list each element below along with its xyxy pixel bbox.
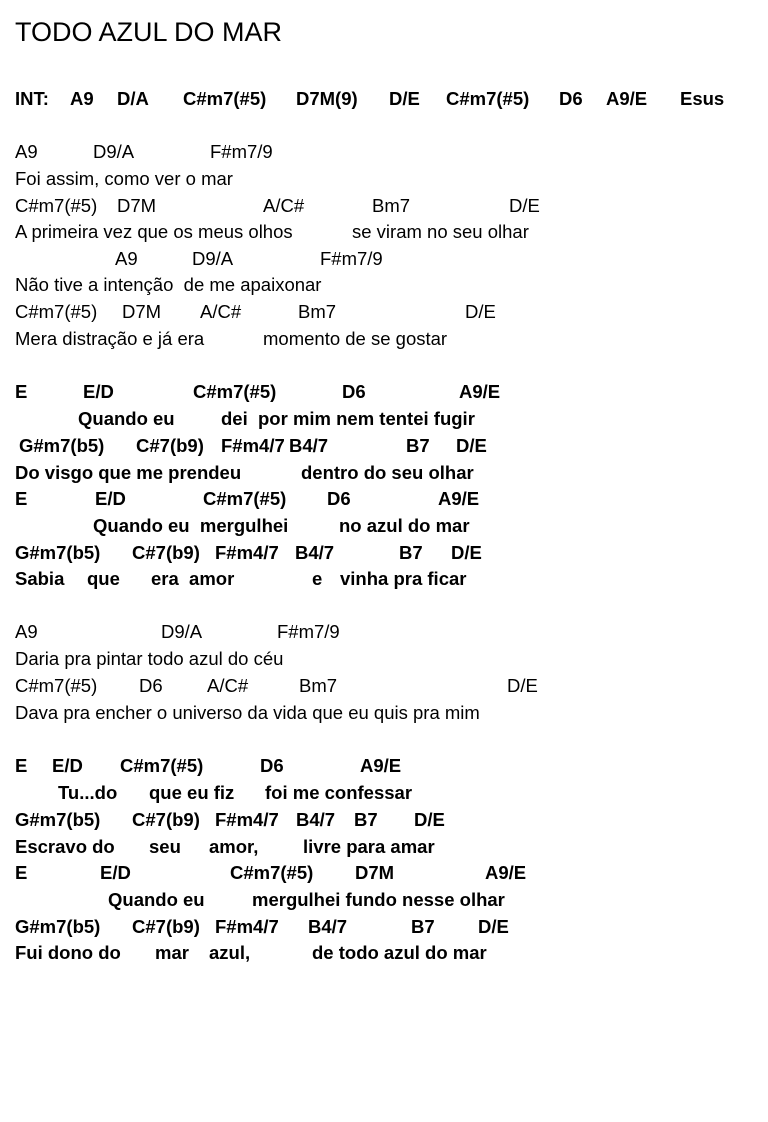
chord: D7M <box>117 195 157 216</box>
lyric-text: no azul do mar <box>339 515 470 536</box>
chord: E/D <box>52 755 83 776</box>
chord: D/E <box>465 301 496 322</box>
chord: B4/7 <box>289 435 329 456</box>
chord: D/E <box>478 916 509 937</box>
chord: D6 <box>139 675 163 696</box>
lyric-text: mergulhei fundo nesse olhar <box>252 889 505 910</box>
lyric-text: vinha pra ficar <box>340 568 467 589</box>
lyric-line <box>15 566 467 592</box>
chord: D/E <box>507 675 538 696</box>
lyric-text: Sabia <box>15 568 65 589</box>
chord: E <box>15 862 28 883</box>
chord: C#m7(#5) <box>15 675 98 696</box>
lyric-text: dentro do seu olhar <box>301 462 474 483</box>
lyric-text: foi me confessar <box>265 782 413 803</box>
chord: C#7(b9) <box>132 809 200 830</box>
chord: G#m7(b5) <box>19 435 105 456</box>
lyric-line <box>15 940 487 966</box>
chord: B4/7 <box>295 542 335 563</box>
chord: E <box>15 488 28 509</box>
lyric-line <box>15 780 413 806</box>
lyric-text: Não tive a intenção de me apaixonar <box>15 274 322 295</box>
chord-line <box>15 753 402 779</box>
chord: Bm7 <box>299 675 338 696</box>
lyric-line <box>15 219 529 245</box>
lyric-line <box>15 834 435 860</box>
chord: D/A <box>117 88 149 109</box>
lyric-line <box>15 646 284 672</box>
chord-sheet <box>15 0 760 1024</box>
lyric-line <box>15 700 480 726</box>
chord: D6 <box>260 755 284 776</box>
lyric-text: A primeira vez que os meus olhos <box>15 221 293 242</box>
chord: D6 <box>342 381 366 402</box>
chord: A9 <box>115 248 138 269</box>
chord-line <box>15 860 527 886</box>
lyric-text: dei por mim nem tentei fugir <box>221 408 475 429</box>
chord: A9/E <box>438 488 480 509</box>
chord: A9 <box>70 88 94 109</box>
chord: F#m4/7 <box>215 809 279 830</box>
chord-line <box>15 139 273 165</box>
chord: D6 <box>327 488 351 509</box>
chord: D6 <box>559 88 583 109</box>
chord: D/E <box>509 195 540 216</box>
chord: Bm7 <box>372 195 411 216</box>
chord: C#7(b9) <box>132 542 200 563</box>
chord: D/E <box>389 88 420 109</box>
chord: E <box>15 755 28 776</box>
lyric-text: Tu...do <box>58 782 118 803</box>
chord-line <box>15 486 480 512</box>
chord: A9/E <box>459 381 501 402</box>
chord: C#7(b9) <box>132 916 200 937</box>
chord: G#m7(b5) <box>15 809 101 830</box>
lyric-text: e <box>312 568 323 589</box>
chord: E/D <box>95 488 126 509</box>
lyric-line <box>15 513 470 539</box>
chord: E/D <box>83 381 114 402</box>
song-title: TODO AZUL DO MAR <box>15 17 283 47</box>
lyric-line <box>15 887 505 913</box>
chord: Esus <box>680 88 725 109</box>
chord: B7 <box>411 916 435 937</box>
chord: G#m7(b5) <box>15 916 101 937</box>
lyric-line <box>15 272 322 298</box>
lyric-text: Quando eu mergulhei <box>93 515 289 536</box>
chord: C#m7(#5) <box>446 88 530 109</box>
chord: F#m7/9 <box>320 248 383 269</box>
chord-line <box>15 246 383 272</box>
chord: C#7(b9) <box>136 435 204 456</box>
lyric-line <box>15 166 233 192</box>
lyric-text: que <box>87 568 120 589</box>
chord-line <box>15 433 487 459</box>
chord: A/C# <box>207 675 249 696</box>
lyric-text: livre para amar <box>303 836 435 857</box>
lyric-text: Quando eu <box>78 408 175 429</box>
chord: C#m7(#5) <box>120 755 204 776</box>
chord: D/E <box>456 435 487 456</box>
lyric-line <box>15 406 475 432</box>
chord: A9 <box>15 621 38 642</box>
chord: F#m4/7 <box>215 916 279 937</box>
chord-line <box>15 379 501 405</box>
chord: A9/E <box>606 88 648 109</box>
chord-line <box>15 299 496 325</box>
lyric-line <box>15 326 448 352</box>
chord: B7 <box>406 435 430 456</box>
lyric-text: Mera distração e já era <box>15 328 205 349</box>
chord: G#m7(b5) <box>15 542 101 563</box>
lyric-text: Quando eu <box>108 889 205 910</box>
chord: F#m7/9 <box>277 621 340 642</box>
lyric-line <box>15 460 474 486</box>
chord-line <box>15 619 340 645</box>
lyric-text: era amor <box>151 568 235 589</box>
lyric-text: Daria pra pintar todo azul do céu <box>15 648 284 669</box>
lyric-text: Dava pra encher o universo da vida que eu quis pra mim <box>15 702 480 723</box>
chord-line <box>15 914 509 940</box>
chord: F#m7/9 <box>210 141 273 162</box>
chord: D7M(9) <box>296 88 358 109</box>
lyric-text: de todo azul do mar <box>312 942 487 963</box>
chord-line <box>15 807 445 833</box>
chord: D7M <box>355 862 395 883</box>
chord: B7 <box>354 809 378 830</box>
chord: A9 <box>15 141 38 162</box>
chord: F#m4/7 <box>221 435 285 456</box>
chord: D9/A <box>161 621 203 642</box>
chord: B4/7 <box>308 916 348 937</box>
chord: C#m7(#5) <box>15 301 98 322</box>
lyric-text: mar <box>155 942 189 963</box>
chord: Bm7 <box>298 301 337 322</box>
chord: C#m7(#5) <box>230 862 314 883</box>
chord: D9/A <box>93 141 135 162</box>
lyric-text: Escravo do <box>15 836 115 857</box>
chord: C#m7(#5) <box>203 488 287 509</box>
lyric-text: Foi assim, como ver o mar <box>15 168 233 189</box>
chord-line <box>15 540 482 566</box>
chord: C#m7(#5) <box>15 195 98 216</box>
chord: A9/E <box>485 862 527 883</box>
lyric-text: Do visgo que me prendeu <box>15 462 242 483</box>
chord: D7M <box>122 301 162 322</box>
chord: B7 <box>399 542 423 563</box>
lyric-text: momento de se gostar <box>263 328 448 349</box>
chord: E/D <box>100 862 131 883</box>
chord: D/E <box>414 809 445 830</box>
chord: E <box>15 381 28 402</box>
chord: A9/E <box>360 755 402 776</box>
lyric-text: azul, <box>209 942 251 963</box>
chord-line <box>15 673 538 699</box>
lyric-text: Fui dono do <box>15 942 121 963</box>
lyric-text: se viram no seu olhar <box>352 221 529 242</box>
lyric-text: seu <box>149 836 181 857</box>
chord: D9/A <box>192 248 234 269</box>
intro-label: INT: <box>15 88 49 109</box>
chord: F#m4/7 <box>215 542 279 563</box>
chord: A/C# <box>200 301 242 322</box>
chord: C#m7(#5) <box>193 381 277 402</box>
lyric-text: amor, <box>209 836 259 857</box>
chord: D/E <box>451 542 482 563</box>
lyric-text: que eu fiz <box>149 782 235 803</box>
chord: B4/7 <box>296 809 336 830</box>
intro-line <box>15 86 725 112</box>
chord: A/C# <box>263 195 305 216</box>
chord: C#m7(#5) <box>183 88 267 109</box>
chord-line <box>15 193 540 219</box>
